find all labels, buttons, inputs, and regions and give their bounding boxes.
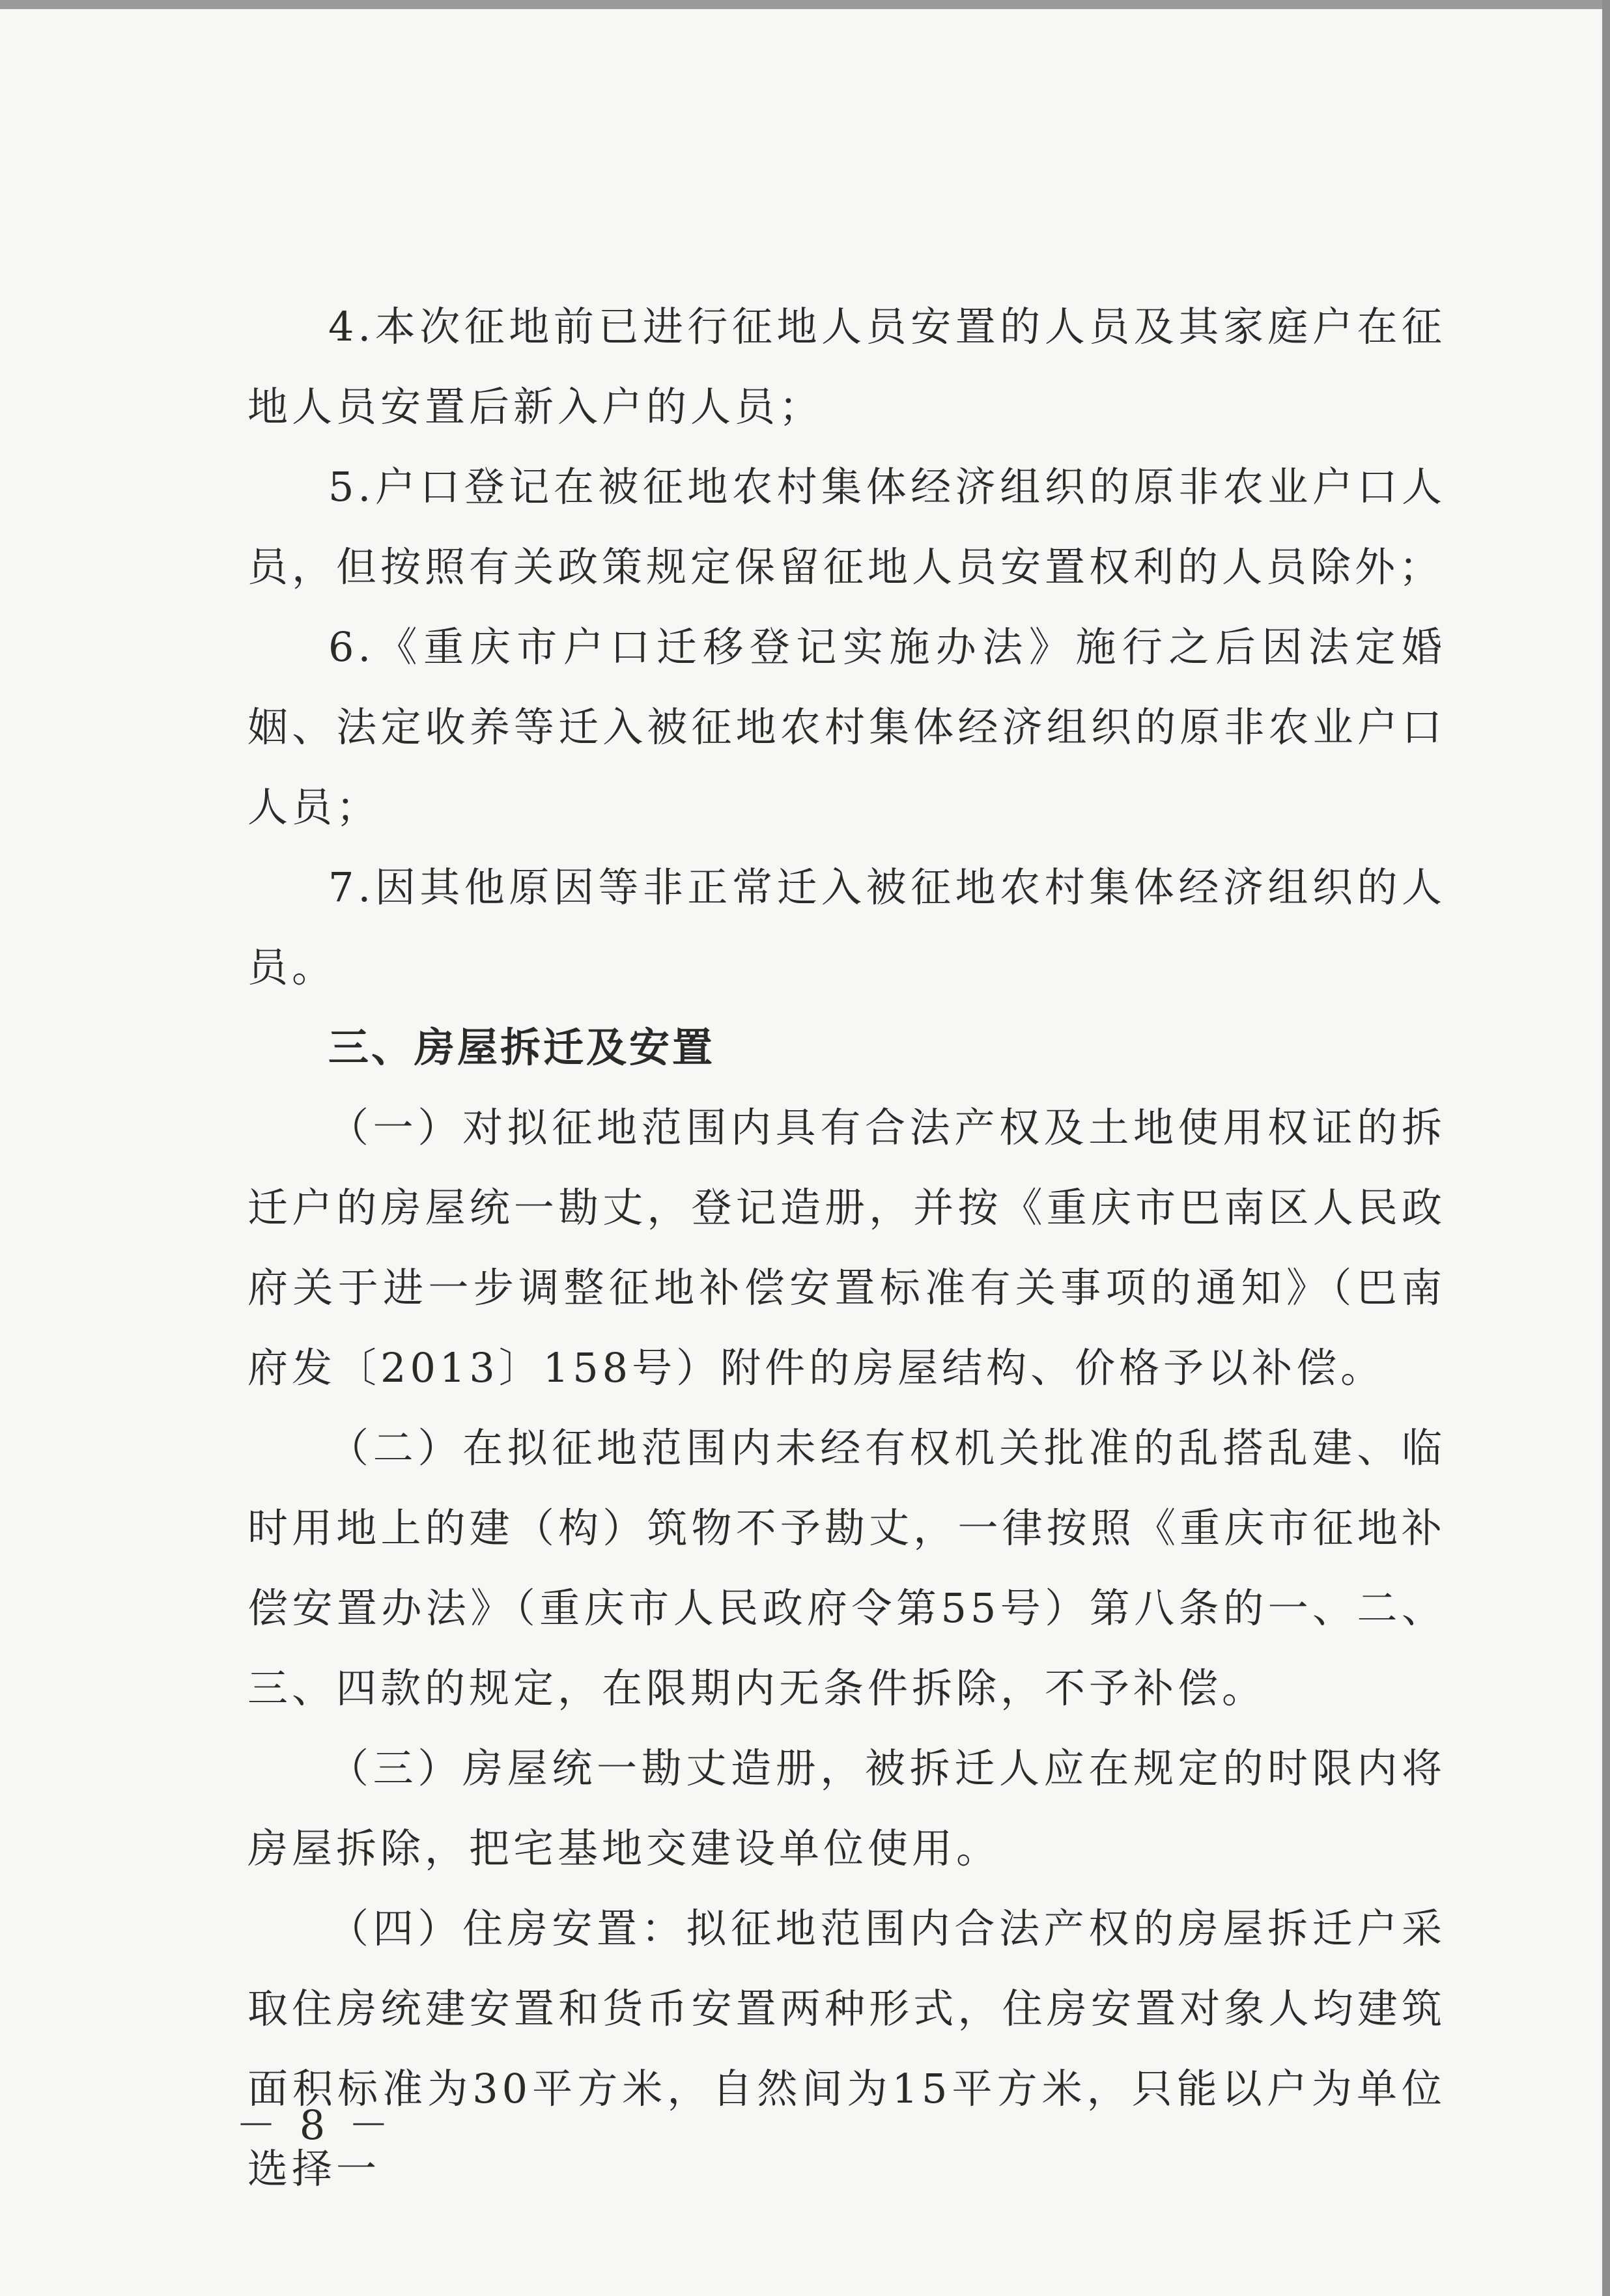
paragraph-item-7: 7.因其他原因等非正常迁入被征地农村集体经济组织的人员。 [247,863,1446,991]
page-number: － 8 － [236,2101,394,2149]
paragraph-item-5: 5.户口登记在被征地农村集体经济组织的原非农业户口人员，但按照有关政策规定保留征地人员安置权利的人员除外； [247,463,1446,591]
paragraph-subsection-3: （三）房屋统一勘丈造册，被拆迁人应在规定的时限内将房屋拆除，把宅基地交建设单位使用。 [247,1744,1446,1872]
section-heading: 三、房屋拆迁及安置 [328,1024,716,1071]
scan-edge-right [1602,0,1610,2296]
document-body [247,287,1446,2209]
paragraph-subsection-2: （二）在拟征地范围内未经有权机关批准的乱搭乱建、临时用地上的建（构）筑物不予勘丈，一律按照《重庆市征地补偿安置办法》（重庆市人民政府令第55号）第八条的一、二、三、四款的规定，在限期内无条件拆除，不予补偿。 [247,1424,1446,1712]
paragraph-item-4: 4.本次征地前已进行征地人员安置的人员及其家庭户在征地人员安置后新入户的人员； [247,303,1446,430]
paragraph-subsection-4: （四）住房安置：拟征地范围内合法产权的房屋拆迁户采取住房统建安置和货币安置两种形式，住房安置对象人均建筑面积标准为30平方米，自然间为15平方米，只能以户为单位选择一 [247,1905,1446,2192]
paragraph-subsection-1: （一）对拟征地范围内具有合法产权及土地使用权证的拆迁户的房屋统一勘丈，登记造册，并按《重庆市巴南区人民政府关于进一步调整征地补偿安置标准有关事项的通知》（巴南府发〔2013〕158号）附件的房屋结构、价格予以补偿。 [247,1104,1446,1392]
paragraph-item-6: 6.《重庆市户口迁移登记实施办法》施行之后因法定婚姻、法定收养等迁入被征地农村集体经济组织的原非农业户口人员； [247,623,1446,831]
scan-edge-top [0,0,1610,9]
